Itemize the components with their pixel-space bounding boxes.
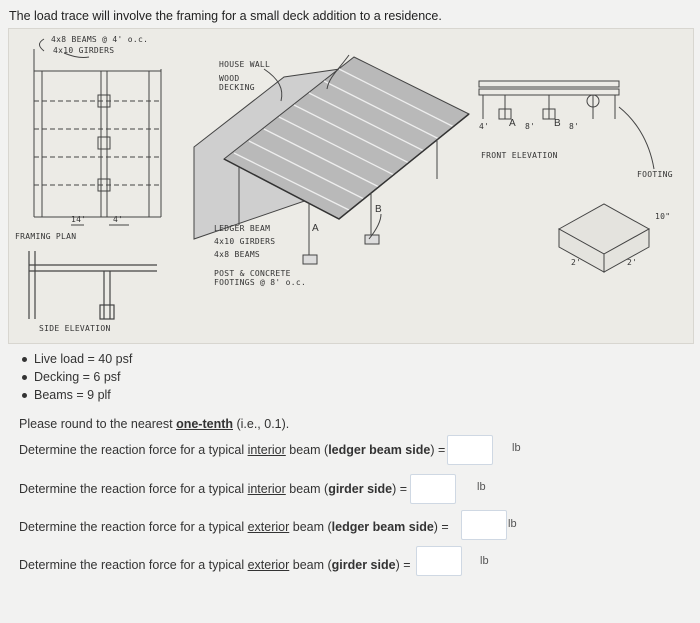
footings-label: FOOTINGS @ 8' o.c.	[214, 278, 307, 287]
plan-note-beams: 4x8 BEAMS @ 4' o.c.	[51, 35, 149, 44]
problem-title: The load trace will involve the framing for a small deck addition to a residence.	[9, 9, 442, 23]
answer-input-3[interactable]	[461, 510, 507, 540]
question-2: Determine the reaction force for a typical interior beam (girder side) =	[19, 482, 408, 496]
wood-decking-label: WOOD	[219, 74, 240, 83]
front-label-b: B	[554, 118, 561, 129]
deck-framing-figure	[8, 28, 694, 344]
wood-decking-label-2: DECKING	[219, 83, 255, 92]
girders-label: 4x10 GIRDERS	[214, 237, 276, 246]
house-wall-label: HOUSE WALL	[219, 60, 271, 69]
rounding-prefix: Please round to the nearest	[19, 417, 177, 431]
front-dim-4: 4'	[479, 122, 490, 131]
rounding-suffix: (i.e., 0.1).	[233, 417, 290, 431]
deck-drawings	[9, 29, 693, 343]
question-4: Determine the reaction force for a typical exterior beam (girder side) =	[19, 558, 411, 572]
load-list	[22, 350, 132, 404]
front-elevation-label: FRONT ELEVATION	[481, 151, 558, 160]
unit-3: lb	[508, 518, 517, 530]
footing-label: FOOTING	[637, 170, 673, 179]
footing-dim-2ft-b: 2'	[627, 258, 638, 267]
framing-plan-label: FRAMING PLAN	[15, 232, 77, 241]
unit-1: lb	[512, 442, 521, 454]
beams-label: 4x8 BEAMS	[214, 250, 261, 259]
framing-plan	[34, 39, 161, 225]
unit-2: lb	[477, 481, 486, 493]
plan-note-girders: 4x10 GIRDERS	[53, 46, 115, 55]
side-elevation	[29, 251, 157, 319]
answer-input-4[interactable]	[416, 546, 462, 576]
label-a: A	[312, 223, 319, 234]
rounding-note	[19, 417, 289, 431]
question-3: Determine the reaction force for a typical exterior beam (ledger beam side) =	[19, 520, 449, 534]
label-b: B	[375, 204, 382, 215]
ledger-beam-label: LEDGER BEAM	[214, 224, 271, 233]
unit-4: lb	[480, 555, 489, 567]
question-1: Determine the reaction force for a typical interior beam (ledger beam side) =	[19, 443, 446, 457]
decking-item: Decking = 6 psf	[22, 368, 132, 386]
answer-input-2[interactable]	[410, 474, 456, 504]
footing-dim-10in: 10"	[655, 212, 671, 221]
plan-dim-14: 14'	[71, 215, 87, 224]
rounding-bold: one-tenth	[176, 417, 233, 431]
plan-dim-4: 4'	[113, 215, 124, 224]
post-label: POST & CONCRETE	[214, 269, 291, 278]
beams-item: Beams = 9 plf	[22, 386, 132, 404]
answer-input-1[interactable]	[447, 435, 493, 465]
live-load-item: Live load = 40 psf	[22, 350, 132, 368]
front-dim-8-b: 8'	[569, 122, 580, 131]
footing-dim-2ft-a: 2'	[571, 258, 582, 267]
front-label-a: A	[509, 118, 516, 129]
front-dim-8-a: 8'	[525, 122, 536, 131]
side-elevation-label: SIDE ELEVATION	[39, 324, 111, 333]
